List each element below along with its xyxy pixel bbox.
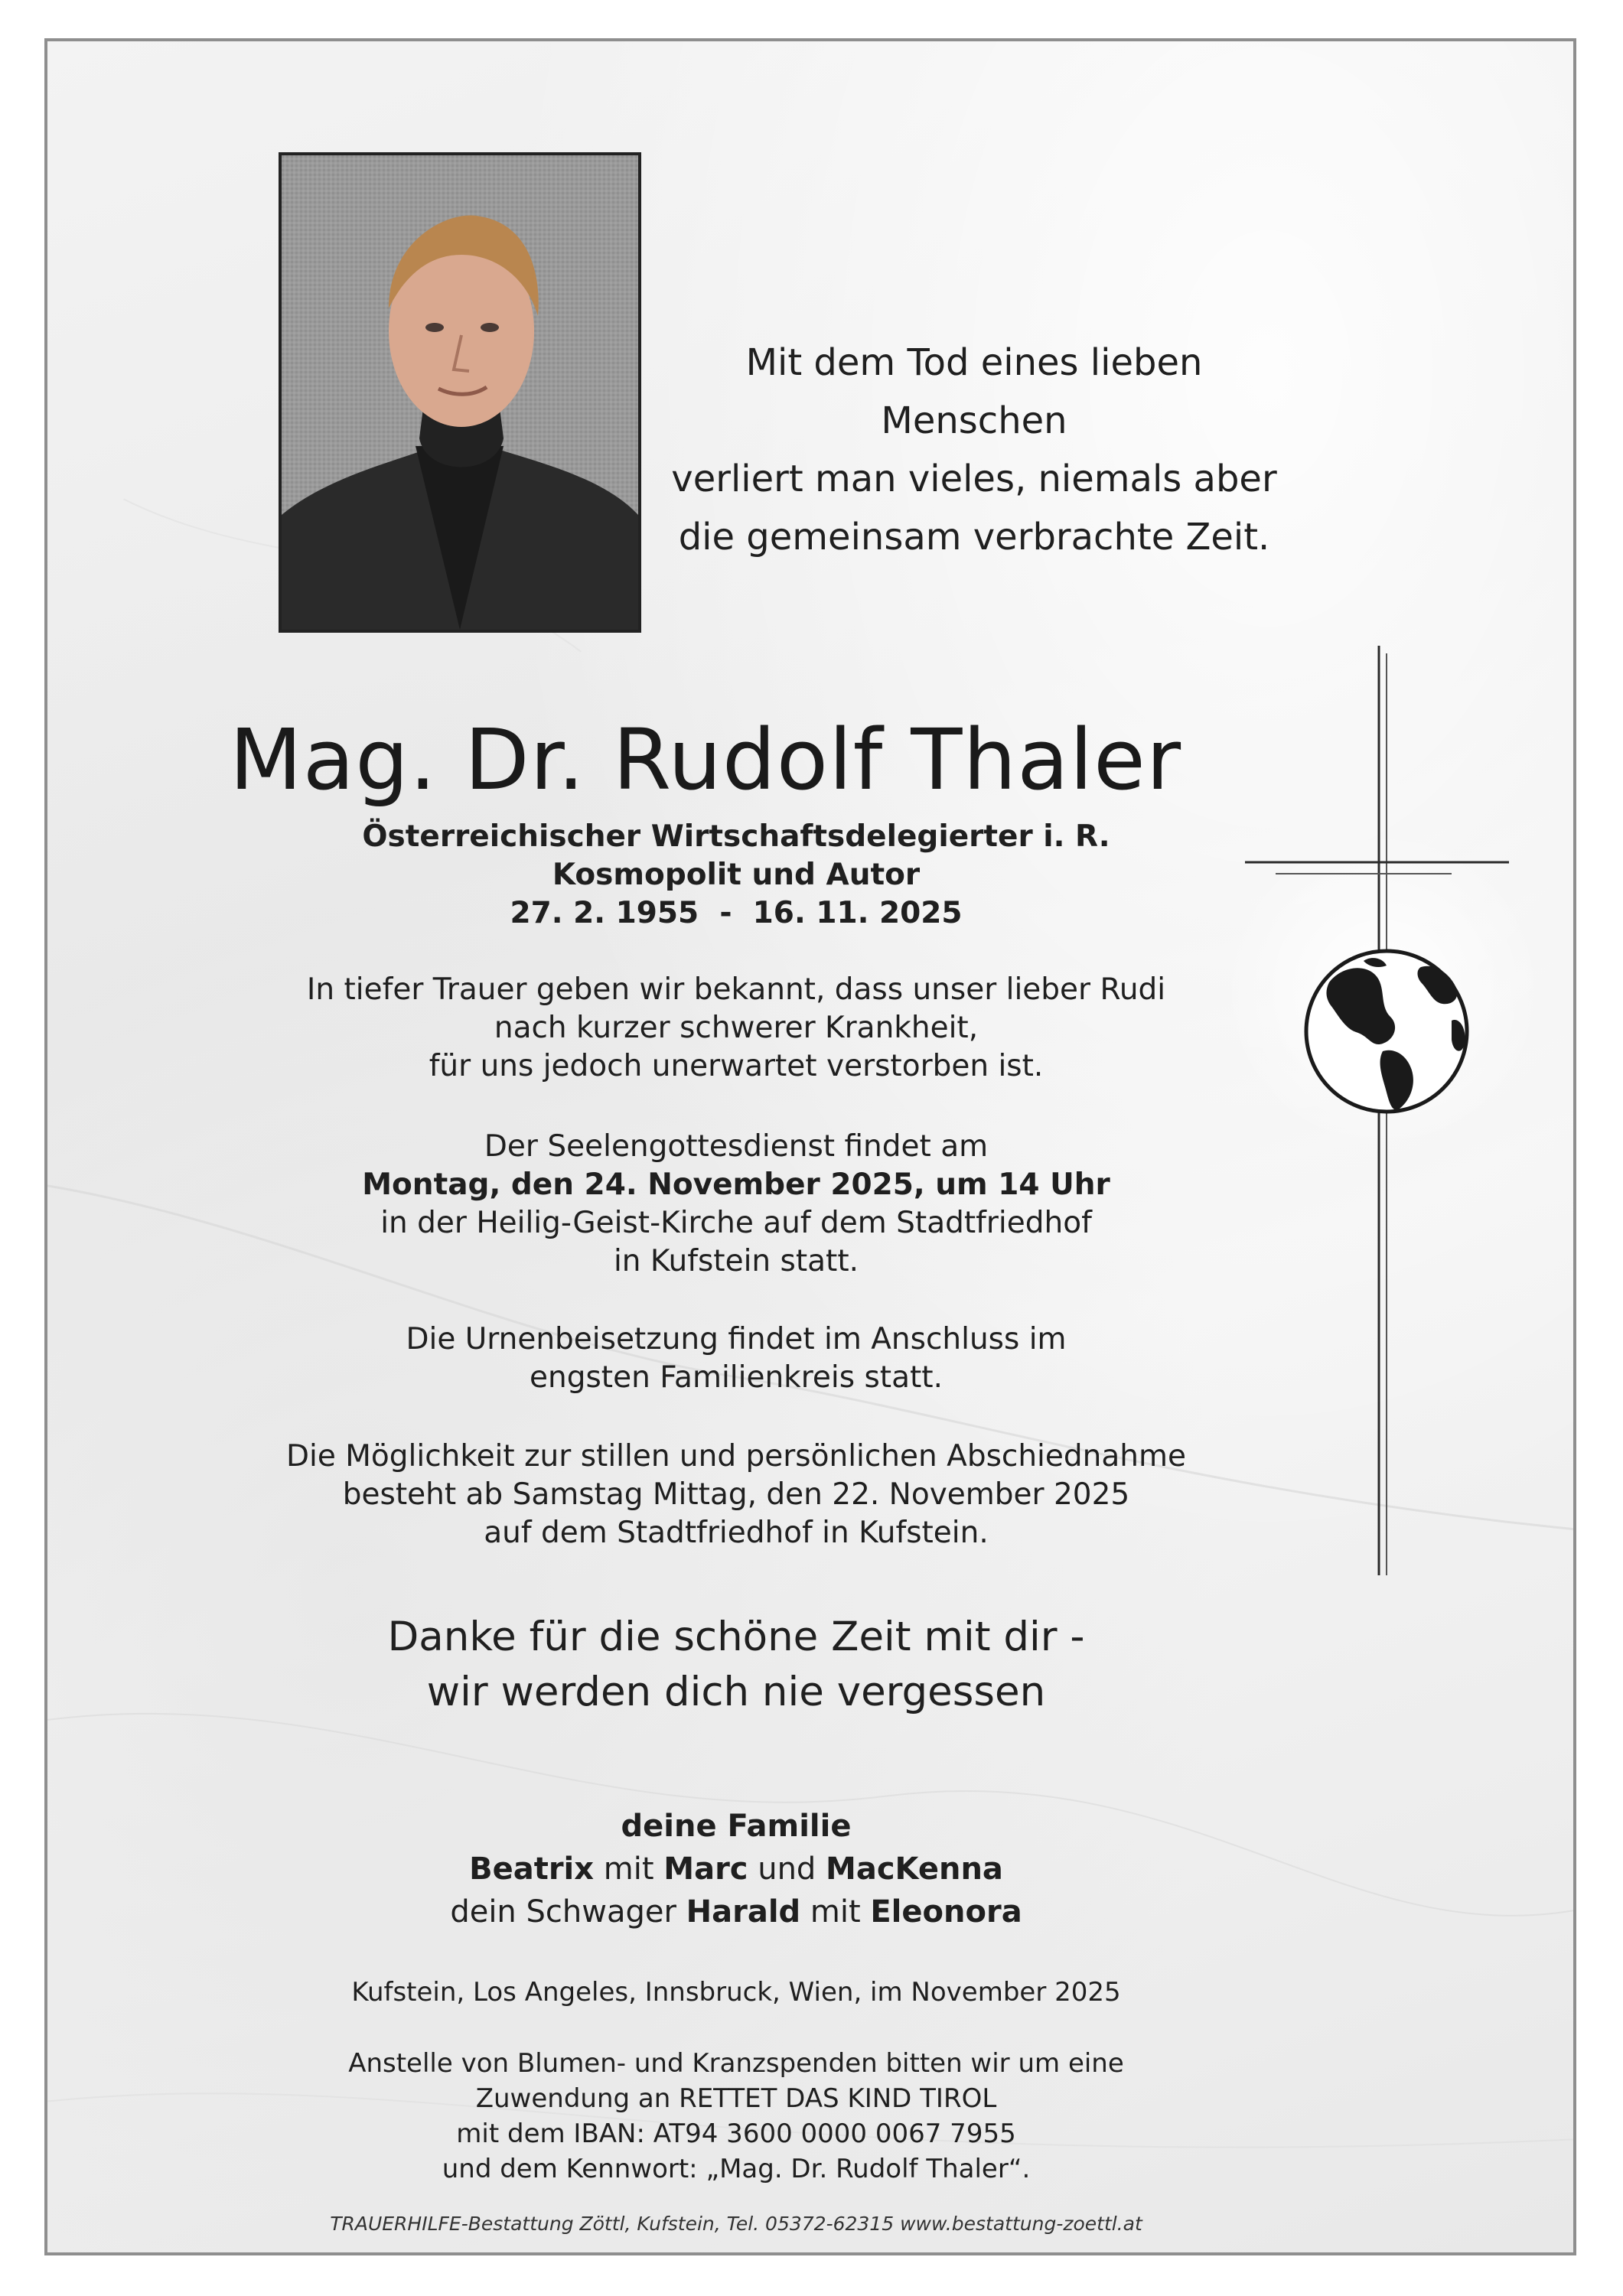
family-line-2 — [147, 1891, 1325, 1933]
urn-line-2: engsten Familienkreis statt. — [530, 1360, 943, 1395]
family-name-marc: Marc — [663, 1851, 748, 1887]
portrait-photo — [279, 152, 641, 633]
family-name-harald: Harald — [686, 1894, 801, 1930]
quote-line-1: Mit dem Tod eines lieben Menschen — [745, 341, 1203, 442]
donation-line-4: und dem Kennwort: „Mag. Dr. Rudolf Thaler“. — [442, 2154, 1031, 2184]
thanks — [147, 1610, 1325, 1720]
service-line-1: Der Seelengottesdienst findet am — [484, 1129, 989, 1164]
thanks-line-2: wir werden dich nie vergessen — [426, 1669, 1046, 1715]
places-date: Kufstein, Los Angeles, Innsbruck, Wien, im November 2025 — [351, 1977, 1121, 2008]
announcement — [147, 971, 1325, 1086]
family-word-mit: mit — [603, 1851, 654, 1887]
service-info — [147, 1128, 1325, 1281]
service-date: Montag, den 24. November 2025, um 14 Uhr — [362, 1168, 1110, 1202]
obituary-card — [44, 38, 1576, 2255]
deceased-role-2: Kosmopolit und Autor — [552, 858, 921, 892]
thanks-line-1: Danke für die schöne Zeit mit dir - — [387, 1614, 1085, 1660]
announcement-line-2: nach kurzer schwerer Krankheit, — [494, 1011, 979, 1045]
announcement-line-3: für uns jedoch unerwartet verstorben ist. — [429, 1049, 1044, 1083]
family-signature — [147, 1805, 1325, 1933]
family-word-mit-2: mit — [810, 1894, 861, 1930]
portrait-illustration — [282, 155, 638, 630]
family-name-eleonora: Eleonora — [870, 1894, 1022, 1930]
funeral-home-footer: TRAUERHILFE-Bestattung Zöttl, Kufstein, Tel. 05372-62315 www.bestattung-zoettl.at — [330, 2213, 1142, 2235]
quote — [649, 334, 1299, 566]
deceased-dates: 27. 2. 1955 - 16. 11. 2025 — [510, 896, 963, 930]
donation-line-3: mit dem IBAN: AT94 3600 0000 0067 7955 — [456, 2119, 1016, 2149]
deceased-details — [147, 818, 1325, 933]
announcement-line-1: In tiefer Trauer geben wir bekannt, dass unser lieber Rudi — [306, 972, 1166, 1007]
farewell-line-3: auf dem Stadtfriedhof in Kufstein. — [484, 1516, 989, 1550]
family-name-mackenna: MacKenna — [826, 1851, 1003, 1887]
deceased-name: Mag. Dr. Rudolf Thaler — [229, 711, 1182, 809]
farewell-line-2: besteht ab Samstag Mittag, den 22. November 2025 — [342, 1477, 1130, 1512]
donation-line-2: Zuwendung an RETTET DAS KIND TIROL — [475, 2083, 997, 2114]
donation-line-1: Anstelle von Blumen- und Kranzspenden bitten wir um eine — [348, 2048, 1124, 2079]
quote-line-3: die gemeinsam verbrachte Zeit. — [678, 516, 1270, 559]
service-line-4: in Kufstein statt. — [613, 1244, 859, 1278]
farewell-line-1: Die Möglichkeit zur stillen und persönlichen Abschiednahme — [286, 1439, 1186, 1474]
family-word-und: und — [758, 1851, 816, 1887]
family-heading: deine Familie — [621, 1809, 852, 1844]
urn-info — [147, 1321, 1325, 1397]
deceased-role-1: Österreichischer Wirtschaftsdelegierter i. R. — [362, 819, 1110, 854]
donation-request — [147, 2046, 1325, 2187]
farewell-info — [147, 1438, 1325, 1552]
quote-line-2: verliert man vieles, niemals aber — [671, 458, 1277, 500]
service-line-3: in der Heilig-Geist-Kirche auf dem Stadtfriedhof — [380, 1206, 1092, 1240]
globe-icon — [1306, 951, 1467, 1112]
family-line-1 — [147, 1848, 1325, 1891]
urn-line-1: Die Urnenbeisetzung findet im Anschluss im — [406, 1322, 1067, 1356]
family-prefix-schwager: dein Schwager — [450, 1894, 676, 1930]
family-name-beatrix: Beatrix — [469, 1851, 595, 1887]
